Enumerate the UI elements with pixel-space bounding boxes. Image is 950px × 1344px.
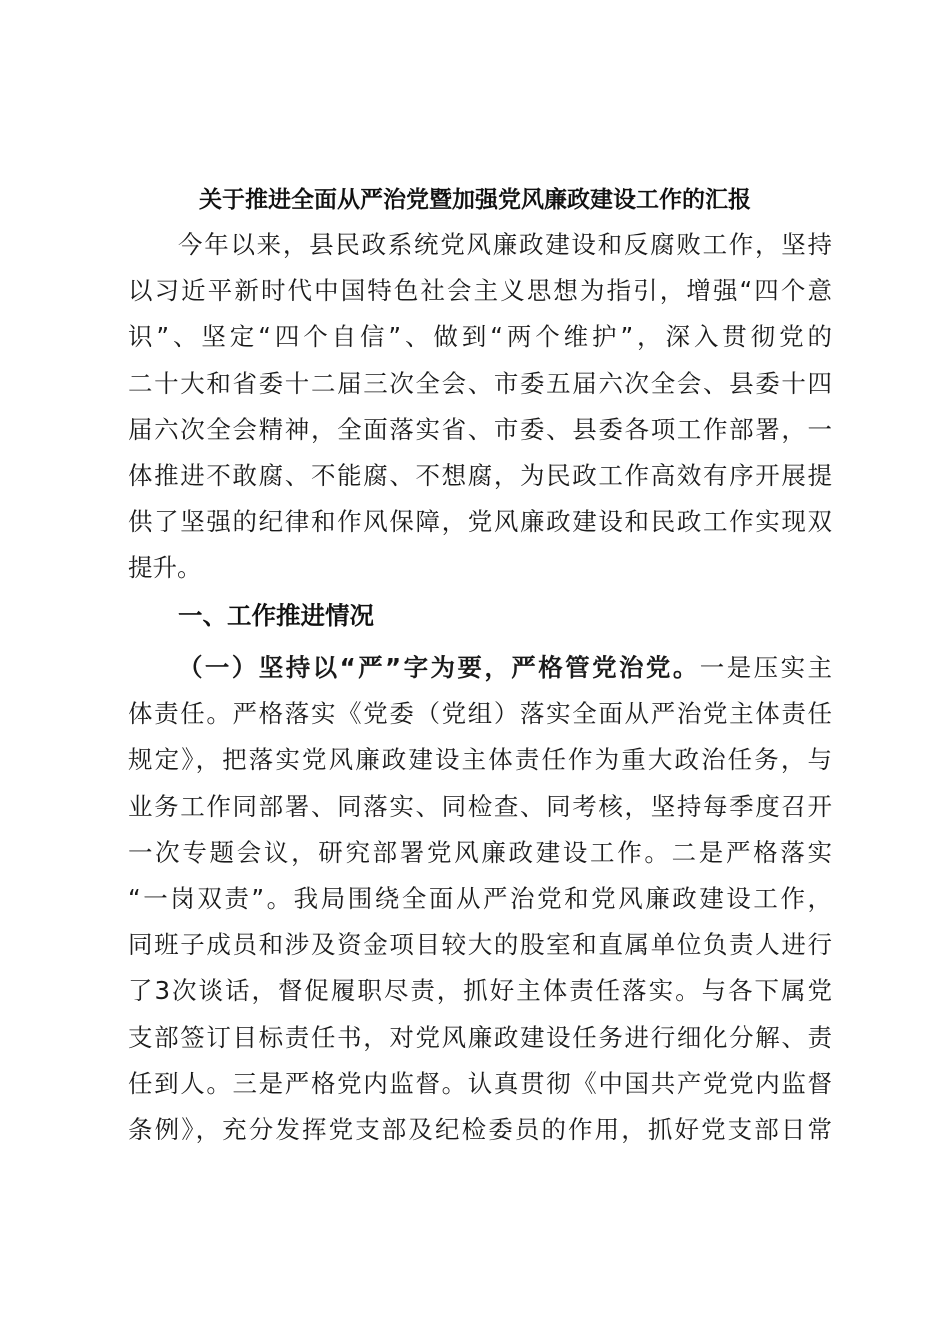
paragraph-line: 规定》，把落实党风廉政建设主体责任作为重大政治任务，与 [128,745,832,775]
document-title: 关于推进全面从严治党暨加强党风廉政建设工作的汇报 [199,186,751,213]
paragraph-line: 任到人。三是严格党内监督。认真贯彻《中国共产党党内监督 [128,1068,832,1098]
intro-paragraph [128,222,832,592]
paragraph-line: 以习近平新时代中国特色社会主义思想为指引，增强“四个意 [128,276,832,306]
paragraph-line: 体推进不敢腐、不能腐、不想腐，为民政工作高效有序开展提 [128,460,832,490]
paragraph-line: 提升。 [128,553,202,583]
paragraph-line: 条例》，充分发挥党支部及纪检委员的作用，抓好党支部日常 [128,1114,832,1144]
paragraph-line: 体责任。严格落实《党委（党组）落实全面从严治党主体责任 [128,699,832,729]
paragraph-line: 了3次谈话，督促履职尽责，抓好主体责任落实。与各下属党 [128,976,832,1006]
subsection-heading: （一）坚持以“严”字为要，严格管党治党。 [178,653,700,682]
paragraph-line: 同班子成员和涉及资金项目较大的股室和直属单位负责人进行 [128,930,832,960]
paragraph-first-line [128,645,832,691]
paragraph-line: 届六次全会精神，全面落实省、市委、县委各项工作部署，一 [128,414,832,444]
paragraph-line: 二十大和省委十二届三次全会、市委五届六次全会、县委十四 [128,368,832,398]
paragraph-line: 业务工作同部署、同落实、同检查、同考核，坚持每季度召开 [128,791,832,821]
paragraph-line: 供了坚强的纪律和作风保障，党风廉政建设和民政工作实现双 [128,507,832,537]
paragraph-line: “一岗双责”。我局围绕全面从严治党和党风廉政建设工作， [128,883,832,913]
section-heading: 一、工作推进情况 [178,601,374,630]
paragraph-line: 支部签订目标责任书，对党风廉政建设任务进行细化分解、责 [128,1022,832,1052]
paragraph-line: 一次专题会议，研究部署党风廉政建设工作。二是严格落实 [128,837,832,867]
paragraph-line: 今年以来，县民政系统党风廉政建设和反腐败工作，坚持 [178,230,832,259]
paragraph-line-rest: 一是压实主 [699,653,832,682]
subsection-paragraph [128,645,832,1153]
paragraph-line: 识”、坚定“四个自信”、做到“两个维护”，深入贯彻党的 [128,322,832,352]
